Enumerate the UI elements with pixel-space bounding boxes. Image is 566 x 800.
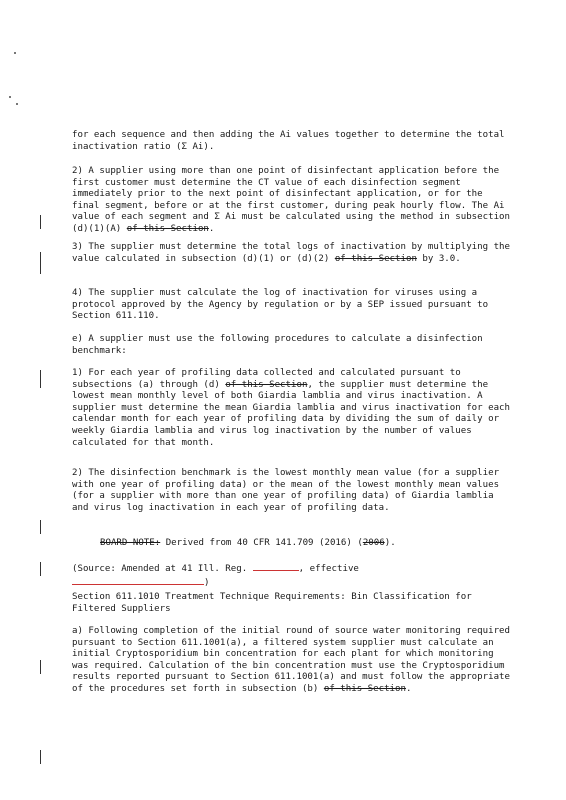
scan-speck	[9, 96, 11, 98]
paragraph-d4: 4) The supplier must calculate the log of inactivation for viruses using a protocol approved by the Agency by regulation or by a SEP issued pursuant to Section 611.110.	[72, 288, 489, 322]
paragraph-e1: 1) For each year of profiling data collected and calculated pursuant to subsections (a) through (d) of this Section, the supplier must determine the lowest mean monthly level of both Giardia lamblia and virus inactivation. A supplier must determine the mean Giardia lamblia and virus inactivation for each calendar month for each year of profiling data by dividing the sum of daily or weekly Giardia lamblia and virus log inactivation by the number of values calculated for that month.	[72, 368, 510, 448]
section-heading: Section 611.1010 Treatment Technique Requirements: Bin Classification for Filtered Suppliers	[72, 592, 472, 614]
revision-bar	[40, 750, 41, 764]
revision-bar	[40, 370, 41, 388]
paragraph-a: a) Following completion of the initial round of source water monitoring required pursuant to Section 611.1001(a), a filtered system supplier must calculate an initial Cryptosporidium bin concentration for each plant for which monitoring was required. Calculation of the bin concentration must use the Cryptosporidium results reported pursuant to Section 611.1001(a) and must follow the appropriate of the procedures set forth in subsection (b) of this Section.	[72, 626, 510, 694]
revision-bar	[40, 520, 41, 534]
paragraph-d3: 3) The supplier must determine the total logs of inactivation by multiplying the value calculated in subsection (d)(1) or (d)(2) of this Section by 3.0.	[72, 242, 510, 264]
revision-bar	[40, 252, 41, 274]
revision-bar	[40, 215, 41, 229]
board-note-label: BOARD NOTE:	[100, 538, 161, 548]
revision-bar	[40, 562, 41, 576]
blank-line	[253, 562, 299, 571]
source-note: (Source: Amended at 41 Ill. Reg. , effective )	[72, 564, 359, 588]
board-note: BOARD NOTE: Derived from 40 CFR 141.709 (2016) (2006).	[100, 538, 396, 548]
paragraph-continuation: for each sequence and then adding the Ai values together to determine the total inactivation ratio (Σ Ai).	[72, 130, 505, 152]
paragraph-e: e) A supplier must use the following procedures to calculate a disinfection benchmark:	[72, 334, 483, 356]
paragraph-d2: 2) A supplier using more than one point of disinfectant application before the first customer must determine the CT value of each disinfection segment immediately prior to the next point of disinfectant application, or for the final segment, before or at the first customer, during peak hourly flow. The Ai value of each segment and Σ Ai must be calculated using the method in subsection (d)(1)(A) of this Section.	[72, 166, 510, 234]
scan-speck	[14, 52, 16, 54]
revision-bar	[40, 660, 41, 674]
scan-speck	[16, 103, 18, 105]
paragraph-e2: 2) The disinfection benchmark is the lowest monthly mean value (for a supplier with one year of profiling data) or the mean of the lowest monthly mean values (for a supplier with more than one year of profiling data) of Giardia lamblia and virus log inactivation in each year of profiling data.	[72, 468, 500, 513]
blank-line	[72, 576, 204, 585]
